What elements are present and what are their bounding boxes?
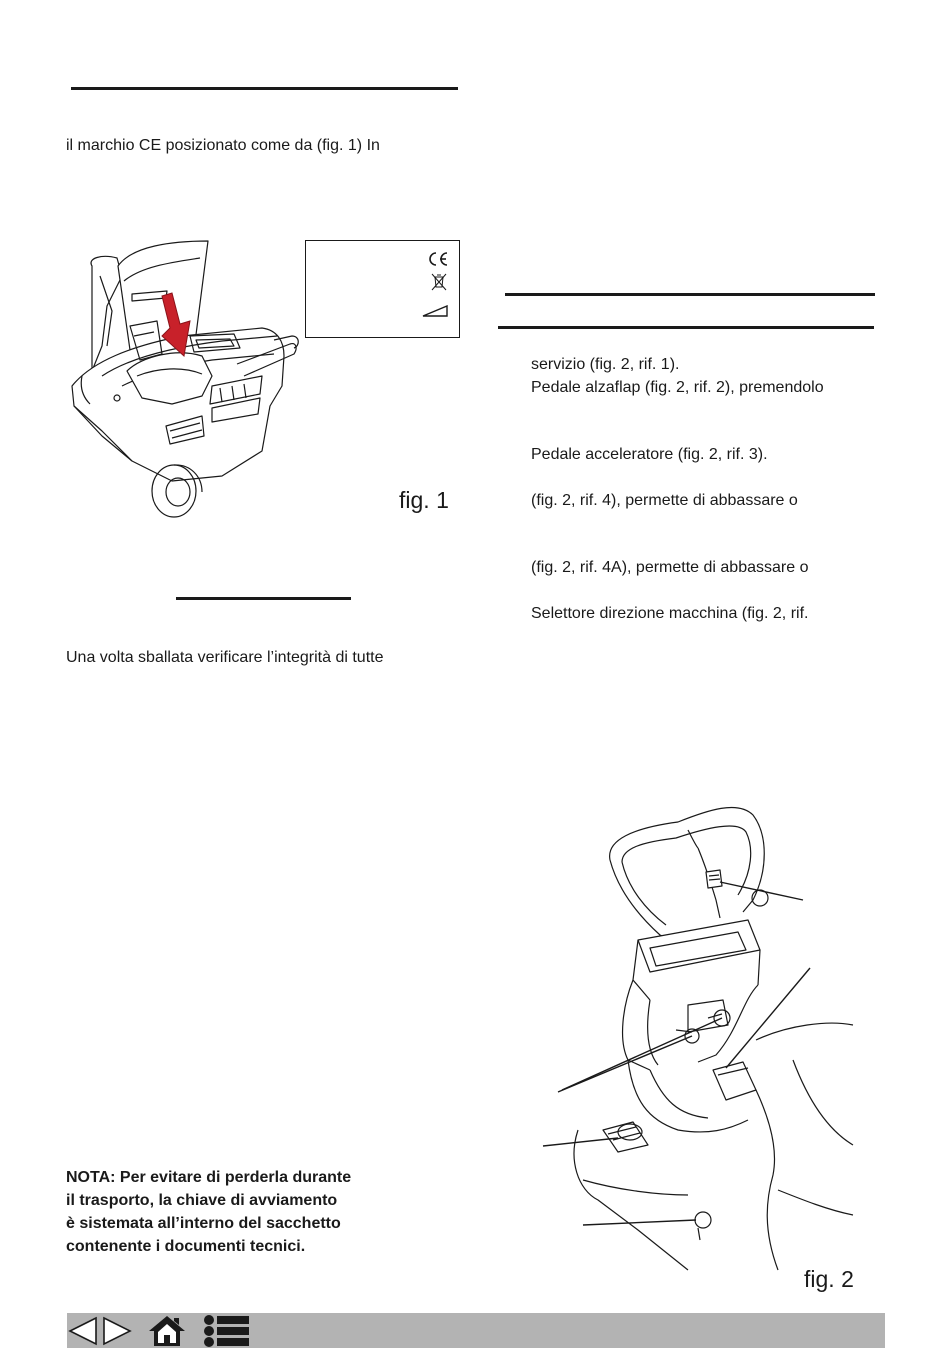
next-page-icon[interactable] (101, 1316, 133, 1346)
navigation-bar (67, 1313, 885, 1348)
slope-icon (422, 305, 448, 317)
fig1-machine-illustration (62, 236, 302, 521)
ce-plate-box (305, 240, 460, 338)
fig2-label: fig. 2 (804, 1266, 854, 1292)
note-line-2: il trasporto, la chiave di avviamento (66, 1192, 338, 1209)
section-rule-right-1 (505, 293, 875, 296)
section-rule-mid-left (176, 597, 351, 600)
note-line-4: contenente i documenti tecnici. (66, 1238, 306, 1255)
unpack-text: Una volta sballata verificare l’integrità di tutte (66, 649, 384, 666)
section-rule-top-left (71, 87, 458, 90)
right-text-line-4: (fig. 2, rif. 4), permette di abbassare o (531, 492, 798, 509)
fig2-controls-illustration (538, 800, 858, 1275)
ce-mark-text: il marchio CE posizionato come da (fig. 1) In (66, 137, 380, 154)
fig1-label: fig. 1 (399, 487, 449, 513)
ce-mark-icon (427, 251, 449, 267)
crossed-bin-icon (431, 273, 447, 291)
index-list-icon[interactable] (203, 1314, 251, 1348)
home-icon[interactable] (147, 1314, 187, 1348)
note-line-3: è sistemata all’interno del sacchetto (66, 1215, 341, 1232)
right-text-line-6: Selettore direzione macchina (fig. 2, rif. (531, 605, 809, 622)
right-text-line-2: Pedale alzaflap (fig. 2, rif. 2), premendolo (531, 379, 824, 396)
section-rule-right-2 (498, 326, 874, 329)
right-text-line-1: servizio (fig. 2, rif. 1). (531, 356, 680, 373)
right-text-line-3: Pedale acceleratore (fig. 2, rif. 3). (531, 446, 768, 463)
prev-page-icon[interactable] (67, 1316, 99, 1346)
right-text-line-5: (fig. 2, rif. 4A), permette di abbassare o (531, 559, 809, 576)
note-line-1: NOTA: Per evitare di perderla durante (66, 1169, 352, 1186)
